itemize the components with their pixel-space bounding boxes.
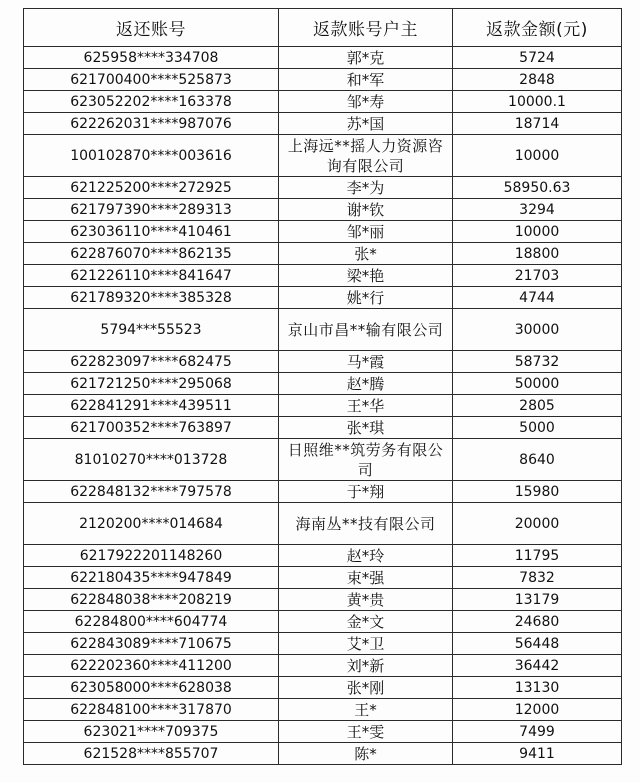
account-number-cell: 625958****334708 — [24, 47, 279, 69]
account-holder-cell: 李*为 — [279, 177, 453, 199]
account-number-cell: 621721250****295068 — [24, 373, 279, 395]
account-number-cell: 100102870****003616 — [24, 135, 279, 177]
refund-amount-cell: 13130 — [453, 677, 622, 699]
refund-amount-cell: 10000 — [453, 135, 622, 177]
account-number-cell: 622180435****947849 — [24, 567, 279, 589]
account-number-cell: 6217922201148260 — [24, 545, 279, 567]
account-number-cell: 623021****709375 — [24, 721, 279, 743]
refund-amount-cell: 18714 — [453, 113, 622, 135]
account-number-cell: 623058000****628038 — [24, 677, 279, 699]
refund-amount-cell: 56448 — [453, 633, 622, 655]
account-number-cell: 621528****855707 — [24, 743, 279, 765]
account-holder-cell: 海南丛**技有限公司 — [279, 503, 453, 545]
refund-amount-cell: 2848 — [453, 69, 622, 91]
table-row — [24, 373, 622, 395]
table-row — [24, 417, 622, 439]
account-number-cell: 81010270****013728 — [24, 439, 279, 481]
table-row — [24, 743, 622, 765]
account-holder-cell: 苏*国 — [279, 113, 453, 135]
header-row — [24, 9, 622, 47]
account-number-cell: 621797390****289313 — [24, 199, 279, 221]
table-row — [24, 481, 622, 503]
refund-amount-cell: 15980 — [453, 481, 622, 503]
account-holder-cell: 和*军 — [279, 69, 453, 91]
account-holder-cell: 王* — [279, 699, 453, 721]
table-body — [24, 47, 622, 765]
table-row — [24, 567, 622, 589]
table-row — [24, 655, 622, 677]
account-number-cell: 621700400****525873 — [24, 69, 279, 91]
account-number-cell: 622848100****317870 — [24, 699, 279, 721]
account-number-cell: 5794***55523 — [24, 309, 279, 351]
account-holder-cell: 梁*艳 — [279, 265, 453, 287]
table-row — [24, 113, 622, 135]
table-row — [24, 633, 622, 655]
table-row — [24, 721, 622, 743]
refund-amount-cell: 5724 — [453, 47, 622, 69]
account-holder-cell: 京山市昌**输有限公司 — [279, 309, 453, 351]
account-number-cell: 621225200****272925 — [24, 177, 279, 199]
refund-amount-cell: 18800 — [453, 243, 622, 265]
account-number-cell: 622848132****797578 — [24, 481, 279, 503]
account-number-cell: 621700352****763897 — [24, 417, 279, 439]
account-number-cell: 622848038****208219 — [24, 589, 279, 611]
account-holder-cell: 赵*玲 — [279, 545, 453, 567]
table-row — [24, 91, 622, 113]
refund-amount-cell: 58950.63 — [453, 177, 622, 199]
account-holder-cell: 刘*新 — [279, 655, 453, 677]
refund-amount-cell: 2805 — [453, 395, 622, 417]
account-number-cell: 623052202****163378 — [24, 91, 279, 113]
account-holder-cell: 陈* — [279, 743, 453, 765]
refund-amount-cell: 20000 — [453, 503, 622, 545]
account-holder-cell: 张* — [279, 243, 453, 265]
refund-amount-cell: 13179 — [453, 589, 622, 611]
table-row — [24, 199, 622, 221]
account-number-cell: 622841291****439511 — [24, 395, 279, 417]
account-number-cell: 62284800****604774 — [24, 611, 279, 633]
account-number-cell: 622262031****987076 — [24, 113, 279, 135]
refund-amount-cell: 8640 — [453, 439, 622, 481]
account-number-cell: 621789320****385328 — [24, 287, 279, 309]
table-row — [24, 69, 622, 91]
account-holder-cell: 黄*贵 — [279, 589, 453, 611]
refund-amount-cell: 5000 — [453, 417, 622, 439]
refund-amount-cell: 10000.1 — [453, 91, 622, 113]
account-holder-cell: 艾*卫 — [279, 633, 453, 655]
table-row — [24, 503, 622, 545]
account-number-cell: 622876070****862135 — [24, 243, 279, 265]
account-number-cell: 623036110****410461 — [24, 221, 279, 243]
refund-amount-cell: 3294 — [453, 199, 622, 221]
account-holder-cell: 赵*腾 — [279, 373, 453, 395]
table-row — [24, 309, 622, 351]
refund-amount-cell: 10000 — [453, 221, 622, 243]
table-row — [24, 439, 622, 481]
account-holder-cell: 日照维**筑劳务有限公司 — [279, 439, 453, 481]
account-holder-cell: 金*文 — [279, 611, 453, 633]
table-row — [24, 677, 622, 699]
account-holder-cell: 马*霞 — [279, 351, 453, 373]
table-row — [24, 287, 622, 309]
account-number-cell: 2120200****014684 — [24, 503, 279, 545]
header-amount: 返款金额(元) — [453, 9, 622, 47]
account-holder-cell: 邹*丽 — [279, 221, 453, 243]
table-row — [24, 699, 622, 721]
account-number-cell: 622823097****682475 — [24, 351, 279, 373]
account-holder-cell: 张*刚 — [279, 677, 453, 699]
refund-amount-cell: 7499 — [453, 721, 622, 743]
header-account: 返还账号 — [24, 9, 279, 47]
account-holder-cell: 束*强 — [279, 567, 453, 589]
account-holder-cell: 姚*行 — [279, 287, 453, 309]
account-holder-cell: 郭*克 — [279, 47, 453, 69]
refund-amount-cell: 7832 — [453, 567, 622, 589]
account-holder-cell: 上海远**摇人力资源咨询有限公司 — [279, 135, 453, 177]
account-holder-cell: 王*雯 — [279, 721, 453, 743]
account-holder-cell: 谢*钦 — [279, 199, 453, 221]
refund-amount-cell: 21703 — [453, 265, 622, 287]
refund-table — [23, 8, 622, 765]
table-row — [24, 611, 622, 633]
refund-amount-cell: 50000 — [453, 373, 622, 395]
account-holder-cell: 邹*寿 — [279, 91, 453, 113]
table-row — [24, 243, 622, 265]
header-holder: 返款账号户主 — [279, 9, 453, 47]
table-row — [24, 265, 622, 287]
account-holder-cell: 王*华 — [279, 395, 453, 417]
refund-amount-cell: 4744 — [453, 287, 622, 309]
refund-amount-cell: 9411 — [453, 743, 622, 765]
account-number-cell: 622843089****710675 — [24, 633, 279, 655]
table-row — [24, 351, 622, 373]
refund-amount-cell: 11795 — [453, 545, 622, 567]
refund-amount-cell: 58732 — [453, 351, 622, 373]
table-row — [24, 177, 622, 199]
account-holder-cell: 张*琪 — [279, 417, 453, 439]
table-row — [24, 545, 622, 567]
refund-amount-cell: 36442 — [453, 655, 622, 677]
table-row — [24, 395, 622, 417]
refund-amount-cell: 30000 — [453, 309, 622, 351]
account-holder-cell: 于*翔 — [279, 481, 453, 503]
account-number-cell: 622202360****411200 — [24, 655, 279, 677]
table-row — [24, 47, 622, 69]
table-header — [24, 9, 622, 47]
account-number-cell: 621226110****841647 — [24, 265, 279, 287]
table-row — [24, 221, 622, 243]
table-row — [24, 135, 622, 177]
refund-amount-cell: 24680 — [453, 611, 622, 633]
table-row — [24, 589, 622, 611]
refund-amount-cell: 12000 — [453, 699, 622, 721]
